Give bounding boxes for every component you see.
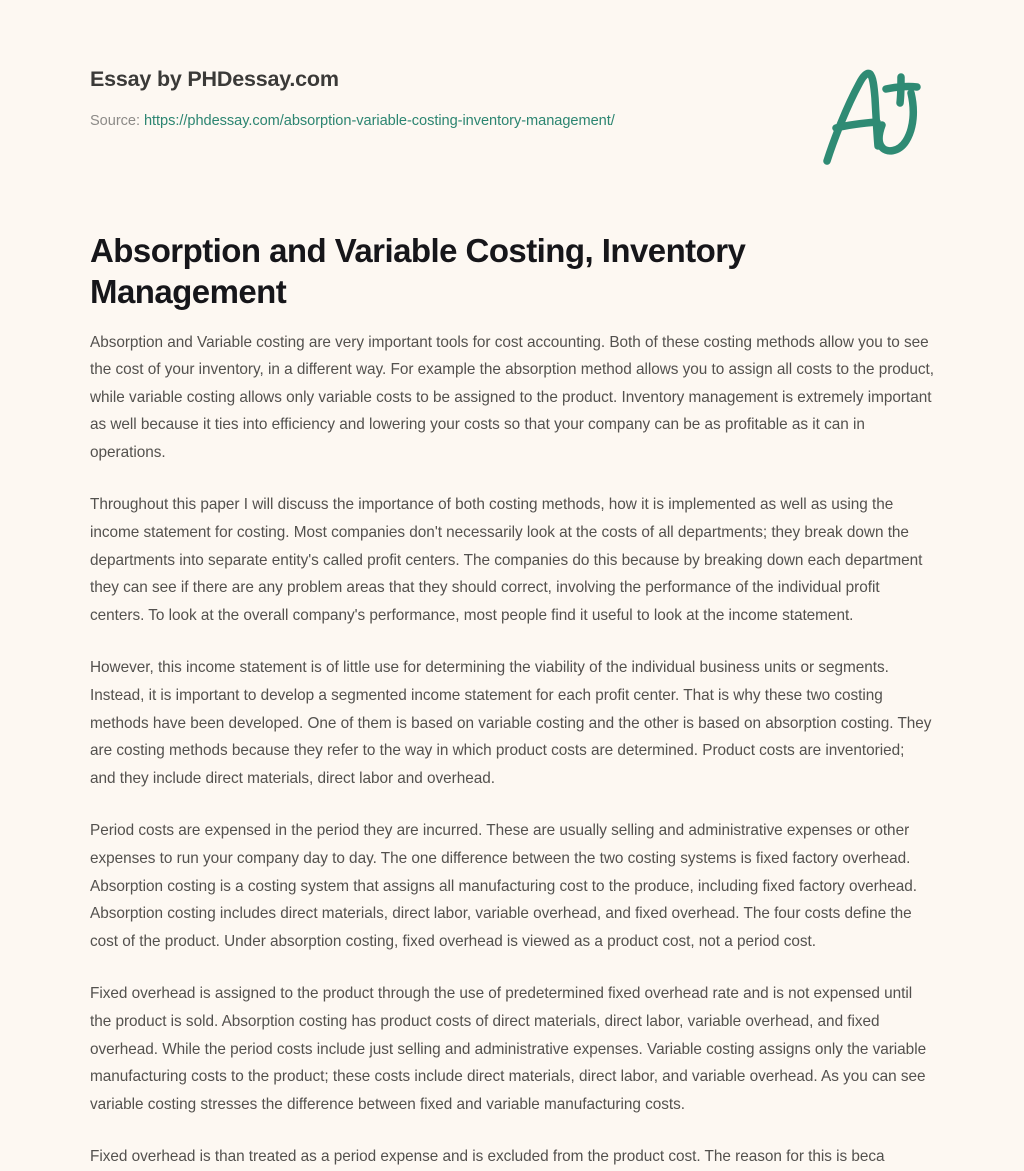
article-paragraph: Period costs are expensed in the period they are incurred. These are usually selling and administrative expenses or other expenses to run your company day to day. The one difference between the two costing systems is fixed factory overhead. Absorption costing is a costing system that assigns all manufacturing cost to the produce, including fixed factory overhead. Absorption costing includes direct materials, direct labor, variable overhead, and fixed overhead. The four costs define the cost of the product. Under absorption costing, fixed overhead is viewed as a product cost, not a period cost. [90, 822, 917, 950]
article [90, 168, 934, 1171]
brand-title: Essay by PHDessay.com [90, 67, 339, 91]
article-paragraph: Absorption and Variable costing are very important tools for cost accounting. Both of these costing methods allow you to see the cost of your inventory, in a different way. For example the absorption method allows you to assign all costs to the product, while variable costing allows only variable costs to be assigned to the product. Inventory management is extremely important as well because it ties into efficiency and lowering your costs so that your company can be as profitable as it can in operations. [90, 333, 934, 461]
article-body [90, 313, 934, 1171]
article-paragraph: Fixed overhead is assigned to the product through the use of predetermined fixed overhead rate and is not expensed until the product is sold. Absorption costing has product costs of direct materials, direct labor, variable overhead, and fixed overhead. While the period costs include just selling and administrative expenses. Variable costing assigns only the variable manufacturing costs to the product; these costs include direct materials, direct labor, and variable overhead. As you can see variable costing stresses the difference between fixed and variable manufacturing costs. [90, 985, 927, 1113]
aplus-logo-icon [814, 62, 934, 167]
article-paragraph: Throughout this paper I will discuss the importance of both costing methods, how it is implemented as well as using the income statement for costing. Most companies don't necessarily look at the costs of all departments; they break down the departments into separate entity's called profit centers. The companies do this because by breaking down each department they can see if there are any problem areas that they should correct, involving the performance of the individual profit centers. To look at the overall company's performance, most people find it useful to look at the income statement. [90, 496, 923, 624]
source-line [90, 92, 934, 129]
source-url-link[interactable]: https://phdessay.com/absorption-variable-costing-inventory-management/ [143, 112, 615, 129]
page-title: Absorption and Variable Costing, Inventory Management [90, 232, 746, 311]
source-label: Source: [90, 112, 140, 129]
article-paragraph: However, this income statement is of little use for determining the viability of the individual business units or segments. Instead, it is important to develop a segmented income statement for each profit center. That is why these two costing methods have been developed. One of them is based on variable costing and the other is based on absorption costing. They are costing methods because they refer to the way in which product costs are determined. Product costs are inventoried; and they include direct materials, direct labor and overhead. [90, 659, 932, 787]
page-header [90, 0, 934, 168]
article-paragraph: Fixed overhead is than treated as a period expense and is excluded from the product cost. The reason for this is beca [90, 1148, 885, 1166]
